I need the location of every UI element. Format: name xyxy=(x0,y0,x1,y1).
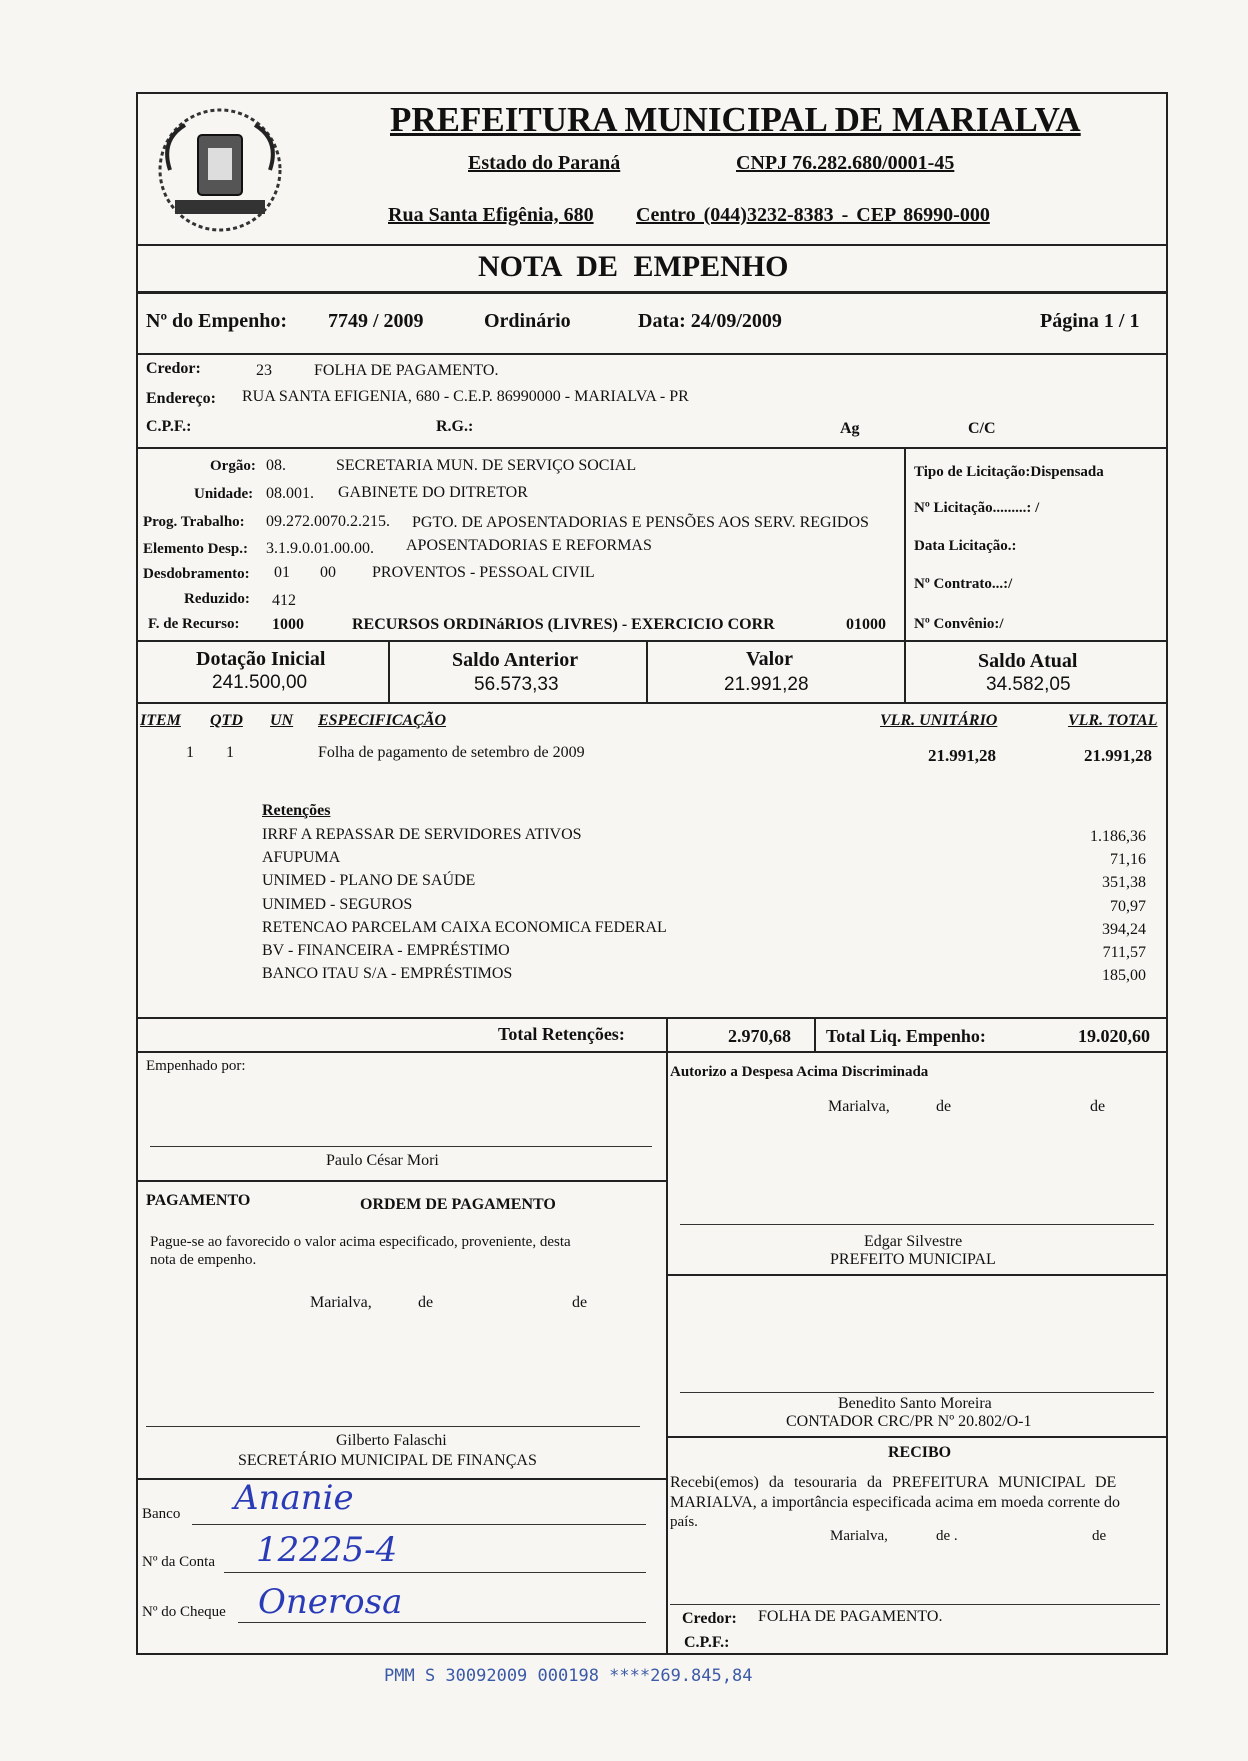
retencao-value: 70,97 xyxy=(1110,898,1146,915)
col-total-value: VLR. TOTAL xyxy=(1068,712,1158,729)
header-address: Rua Santa Efigênia, 680 xyxy=(388,204,594,226)
contador-signer: Benedito Santo Moreira xyxy=(838,1395,992,1412)
col-qtd: QTD xyxy=(210,712,243,729)
retencao-name: UNIMED - SEGUROS xyxy=(262,896,413,913)
recibo-de1: de . xyxy=(936,1528,958,1544)
pagamento-city: Marialva, xyxy=(310,1294,372,1311)
autorizo-label: Autorizo a Despesa Acima Discriminada xyxy=(670,1064,929,1080)
reduzido-label: Reduzido: xyxy=(184,591,250,607)
orgao-name: SECRETARIA MUN. DE SERVIÇO SOCIAL xyxy=(336,457,637,474)
recurso-name: RECURSOS ORDINáRIOS (LIVRES) - EXERCICIO CORR xyxy=(352,616,775,633)
cpf-label: C.P.F.: xyxy=(146,418,192,435)
autorizo-de1: de xyxy=(936,1098,952,1115)
retencao-value: 394,24 xyxy=(1102,921,1146,938)
recurso-extra: 01000 xyxy=(846,616,886,633)
licitacao-convenio: Nº Convênio:/ xyxy=(914,616,1004,632)
empenho-label: Nº do Empenho: xyxy=(146,310,288,332)
valor-value: 21.991,28 xyxy=(724,674,809,695)
ordem-pagamento-label: ORDEM DE PAGAMENTO xyxy=(360,1196,556,1213)
retencoes-title: Retenções xyxy=(262,802,331,819)
dotacao-value: 241.500,00 xyxy=(212,672,308,693)
unidade-code: 08.001. xyxy=(266,485,314,502)
row-spec: Folha de pagamento de setembro de 2009 xyxy=(318,744,585,761)
retencao-name: IRRF A REPASSAR DE SERVIDORES ATIVOS xyxy=(262,826,582,843)
saldo-anterior-label: Saldo Anterior xyxy=(452,649,579,671)
autorizo-city: Marialva, xyxy=(828,1098,890,1115)
row-unit-value: 21.991,28 xyxy=(928,746,996,765)
conta-handwriting: 12225-4 xyxy=(256,1530,398,1570)
pagamento-text-2: nota de empenho. xyxy=(150,1252,257,1268)
retencao-name: RETENCAO PARCELAM CAIXA ECONOMICA FEDERAL xyxy=(262,919,667,936)
saldo-atual-value: 34.582,05 xyxy=(986,674,1071,695)
retencao-name: AFUPUMA xyxy=(262,849,341,866)
desdobramento-label: Desdobramento: xyxy=(143,566,250,582)
elemento-name: APOSENTADORIAS E REFORMAS xyxy=(406,537,652,554)
secretario-role: SECRETÁRIO MUNICIPAL DE FINANÇAS xyxy=(238,1452,537,1469)
retencao-value: 711,57 xyxy=(1102,944,1146,961)
licitacao-contrato: Nº Contrato...:/ xyxy=(914,576,1013,592)
header-state: Estado do Paraná xyxy=(468,152,621,174)
total-liquido-label: Total Liq. Empenho: xyxy=(826,1026,986,1046)
saldo-atual-label: Saldo Atual xyxy=(978,650,1078,672)
empenho-type: Ordinário xyxy=(484,310,571,332)
empenho-date: Data: 24/09/2009 xyxy=(638,310,782,332)
elemento-label: Elemento Desp.: xyxy=(143,541,248,557)
orgao-label: Orgão: xyxy=(210,458,256,474)
valor-label: Valor xyxy=(746,648,794,670)
recibo-text-1: Recebi(emos) da tesouraria da PREFEITURA MUNICIPAL DE xyxy=(670,1474,1117,1491)
recurso-label: F. de Recurso: xyxy=(148,616,240,632)
desdobramento-name: PROVENTOS - PESSOAL CIVIL xyxy=(372,564,595,581)
page-number: Página 1 / 1 xyxy=(1040,310,1140,332)
empenhado-label: Empenhado por: xyxy=(146,1058,246,1074)
pagamento-text-1: Pague-se ao favorecido o valor acima especificado, proveniente, desta xyxy=(150,1234,571,1250)
banco-label: Banco xyxy=(142,1506,181,1522)
ag-label: Ag xyxy=(840,420,860,437)
retencao-name: BV - FINANCEIRA - EMPRÉSTIMO xyxy=(262,942,510,959)
credor-label: Credor: xyxy=(146,360,201,377)
licitacao-tipo-text: Tipo de Licitação:Dispensada xyxy=(914,464,1104,480)
conta-label: Nº da Conta xyxy=(142,1554,215,1570)
pagamento-de1: de xyxy=(418,1294,434,1311)
cc-label: C/C xyxy=(968,420,996,437)
pagamento-label: PAGAMENTO xyxy=(146,1192,251,1209)
recibo-title: RECIBO xyxy=(888,1444,952,1461)
prog-name: PGTO. DE APOSENTADORIAS E PENSÕES AOS SERV. REGIDOS xyxy=(412,514,869,531)
licitacao-tipo xyxy=(914,464,1104,481)
elemento-code: 3.1.9.0.01.00.00. xyxy=(266,540,374,557)
retencao-value: 351,38 xyxy=(1102,874,1146,891)
recibo-text-3: país. xyxy=(670,1514,698,1530)
retencao-value: 185,00 xyxy=(1102,967,1146,984)
prog-label: Prog. Trabalho: xyxy=(143,514,245,530)
endereco-label: Endereço: xyxy=(146,390,216,407)
total-retencoes-value: 2.970,68 xyxy=(728,1026,791,1046)
retencao-value: 71,16 xyxy=(1110,851,1146,868)
col-un: UN xyxy=(270,712,294,729)
header-address-rest: Centro (044)3232-8383 - CEP 86990-000 xyxy=(636,204,990,226)
retencao-value: 1.186,36 xyxy=(1090,828,1146,845)
empenhado-signer: Paulo César Mori xyxy=(326,1152,439,1169)
doc-title: NOTA DE EMPENHO xyxy=(478,250,789,283)
recibo-text-2: MARIALVA, a importância especificada acima em moeda corrente do xyxy=(670,1494,1121,1511)
col-item: ITEM xyxy=(140,712,181,729)
cheque-label: Nº do Cheque xyxy=(142,1604,226,1620)
col-spec: ESPECIFICAÇÃO xyxy=(318,712,447,729)
recibo-credor-label: Credor: xyxy=(682,1610,737,1627)
header-cnpj: CNPJ 76.282.680/0001-45 xyxy=(736,152,955,174)
rg-label: R.G.: xyxy=(436,418,474,435)
secretario-signer: Gilberto Falaschi xyxy=(336,1432,447,1449)
contador-role: CONTADOR CRC/PR Nº 20.802/O-1 xyxy=(786,1413,1032,1430)
recibo-city: Marialva, xyxy=(830,1528,888,1544)
recurso-code: 1000 xyxy=(272,616,304,633)
dotacao-label: Dotação Inicial xyxy=(196,648,326,670)
empenho-number: 7749 / 2009 xyxy=(328,310,424,332)
header-title: PREFEITURA MUNICIPAL DE MARIALVA xyxy=(390,100,1081,139)
unidade-name: GABINETE DO DITRETOR xyxy=(338,484,528,501)
total-liquido-value: 19.020,60 xyxy=(1078,1026,1150,1046)
total-retencoes-label: Total Retenções: xyxy=(498,1024,625,1044)
desdobramento-a: 01 xyxy=(274,564,290,581)
autorizo-de2: de xyxy=(1090,1098,1106,1115)
banco-handwriting: Ananie xyxy=(234,1478,354,1518)
pagamento-de2: de xyxy=(572,1294,588,1311)
desdobramento-b: 00 xyxy=(320,564,336,581)
recibo-credor-value: FOLHA DE PAGAMENTO. xyxy=(758,1608,943,1625)
prefeito-signer: Edgar Silvestre xyxy=(864,1233,963,1250)
mechanical-stamp: PMM S 30092009 000198 ****269.845,84 xyxy=(384,1666,753,1686)
recibo-de2: de xyxy=(1092,1528,1107,1544)
reduzido-value: 412 xyxy=(272,592,296,609)
licitacao-numero: Nº Licitação.........: / xyxy=(914,500,1040,516)
credor-code: 23 xyxy=(256,362,272,379)
retencao-name: BANCO ITAU S/A - EMPRÉSTIMOS xyxy=(262,965,513,982)
endereco-value: RUA SANTA EFIGENIA, 680 - C.E.P. 86990000 - MARIALVA - PR xyxy=(242,388,689,405)
prefeito-role: PREFEITO MUNICIPAL xyxy=(830,1251,996,1268)
col-unit-value: VLR. UNITÁRIO xyxy=(880,712,998,729)
recibo-cpf-label: C.P.F.: xyxy=(684,1634,730,1651)
cheque-handwriting: Onerosa xyxy=(258,1582,403,1622)
orgao-code: 08. xyxy=(266,457,286,474)
coat-of-arms-icon xyxy=(150,100,290,240)
row-qtd: 1 xyxy=(226,744,234,761)
retencao-name: UNIMED - PLANO DE SAÚDE xyxy=(262,872,476,889)
row-item: 1 xyxy=(186,744,194,761)
unidade-label: Unidade: xyxy=(194,486,254,502)
prog-code: 09.272.0070.2.215. xyxy=(266,513,390,530)
row-total-value: 21.991,28 xyxy=(1084,746,1152,765)
saldo-anterior-value: 56.573,33 xyxy=(474,674,559,695)
licitacao-data: Data Licitação.: xyxy=(914,538,1017,554)
credor-name: FOLHA DE PAGAMENTO. xyxy=(314,362,499,379)
